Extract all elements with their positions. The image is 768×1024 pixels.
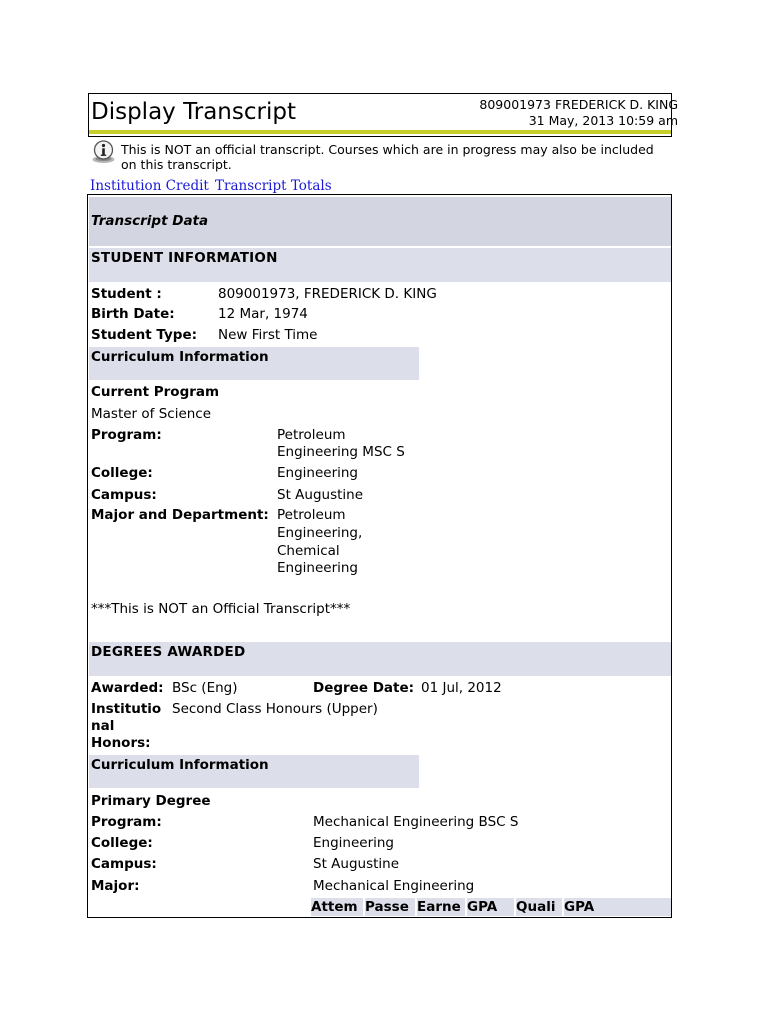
student-information-heading: STUDENT INFORMATION [91, 250, 278, 266]
primary-college-label: College: [91, 835, 153, 851]
student-label: Student : [91, 286, 162, 302]
user-id-name: 809001973 FREDERICK D. KING [479, 97, 678, 112]
degree-date-value: 01 Jul, 2012 [421, 680, 502, 696]
curriculum-information-heading: Curriculum Information [91, 349, 269, 365]
primary-college-value: Engineering [313, 835, 394, 851]
program-value-line1: Petroleum [277, 427, 346, 443]
awarded-label: Awarded: [91, 680, 164, 696]
unofficial-transcript-notice: This is NOT an official transcript. Courses which are in progress may also be included on this transcript. [121, 142, 654, 172]
gpa-header-quality-points: Quali [516, 898, 562, 916]
major-department-value-line1: Petroleum [277, 507, 346, 523]
campus-label: Campus: [91, 487, 157, 503]
honors-label-line2: nal [91, 718, 115, 734]
primary-campus-label: Campus: [91, 856, 157, 872]
program-label: Program: [91, 427, 162, 443]
campus-value: St Augustine [277, 487, 364, 503]
gpa-header-passed: Passe [365, 898, 415, 916]
header-accent-bar [89, 130, 671, 134]
honors-value: Second Class Honours (Upper) [172, 701, 378, 717]
awarded-value: BSc (Eng) [172, 680, 238, 696]
gpa-header-attempted: Attem [311, 898, 363, 916]
major-department-label: Major and Department: [91, 507, 269, 523]
college-value: Engineering [277, 465, 358, 481]
primary-major-label: Major: [91, 878, 140, 894]
student-type-label: Student Type: [91, 327, 197, 343]
info-icon [91, 140, 116, 164]
degree-date-label: Degree Date: [313, 680, 415, 696]
degree-name: Master of Science [91, 406, 212, 422]
student-value: 809001973, FREDERICK D. KING [218, 286, 437, 302]
primary-campus-value: St Augustine [313, 856, 400, 872]
not-official-disclaimer: ***This is NOT an Official Transcript*** [91, 601, 351, 617]
gpa-header-gpa: GPA [564, 898, 671, 916]
transcript-totals-link[interactable]: Transcript Totals [215, 178, 332, 194]
primary-program-label: Program: [91, 814, 162, 830]
birth-date-label: Birth Date: [91, 306, 175, 322]
honors-label-line1: Institutio [91, 701, 162, 717]
major-department-value-line4: Engineering [277, 560, 358, 576]
gpa-header-gpa-hours: GPA [467, 898, 514, 916]
student-type-value: New First Time [218, 327, 318, 343]
gpa-header-earned: Earne [417, 898, 465, 916]
honors-label-line3: Honors: [91, 735, 151, 751]
degrees-awarded-heading: DEGREES AWARDED [91, 644, 246, 660]
primary-program-value: Mechanical Engineering BSC S [313, 814, 519, 830]
institution-credit-link[interactable]: Institution Credit [90, 178, 209, 194]
birth-date-value: 12 Mar, 1974 [218, 306, 308, 322]
primary-degree-heading: Primary Degree [91, 793, 211, 809]
program-value-line2: Engineering MSC S [277, 444, 405, 460]
college-label: College: [91, 465, 153, 481]
timestamp: 31 May, 2013 10:59 am [528, 113, 678, 128]
major-department-value-line3: Chemical [277, 543, 340, 559]
transcript-data-heading: Transcript Data [91, 213, 209, 229]
curriculum-information-heading-primary: Curriculum Information [91, 757, 269, 773]
primary-major-value: Mechanical Engineering [313, 878, 475, 894]
current-program-heading: Current Program [91, 384, 220, 400]
page-title: Display Transcript [91, 99, 296, 125]
major-department-value-line2: Engineering, [277, 525, 363, 541]
